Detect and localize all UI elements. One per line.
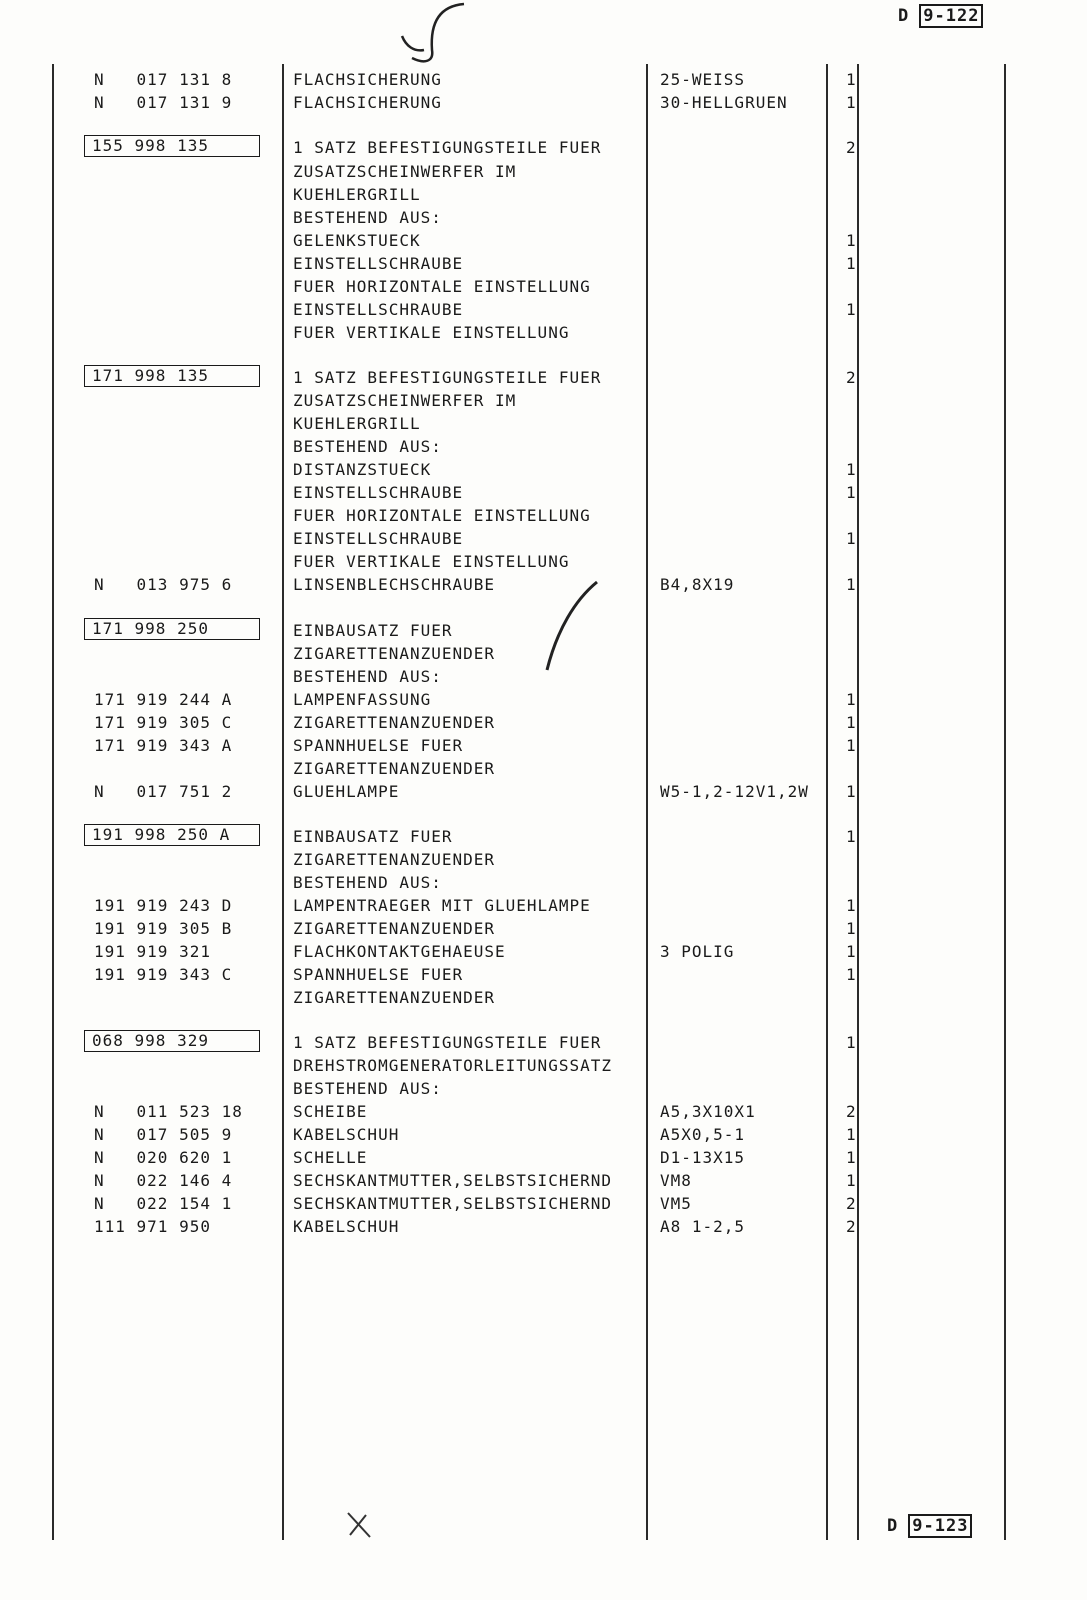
description: 1 SATZ BEFESTIGUNGSTEILE FUER xyxy=(293,1033,602,1052)
part-number: N 013 975 6 xyxy=(94,575,233,594)
quantity: 1 xyxy=(846,827,857,846)
description: SECHSKANTMUTTER,SELBSTSICHERND xyxy=(293,1194,612,1213)
description: LAMPENTRAEGER MIT GLUEHLAMPE xyxy=(293,896,591,915)
table-row xyxy=(0,136,1087,159)
quantity: 1 xyxy=(846,690,857,709)
quantity: 1 xyxy=(846,1125,857,1144)
specification: W5-1,2-12V1,2W xyxy=(660,782,809,801)
quantity: 1 xyxy=(846,231,857,250)
table-row xyxy=(0,412,1087,435)
description: SECHSKANTMUTTER,SELBSTSICHERND xyxy=(293,1171,612,1190)
table-row xyxy=(0,780,1087,803)
description: FLACHKONTAKTGEHAEUSE xyxy=(293,942,506,961)
description: FUER VERTIKALE EINSTELLUNG xyxy=(293,552,570,571)
quantity: 1 xyxy=(846,93,857,112)
page-footer xyxy=(887,1516,972,1536)
part-number: N 022 146 4 xyxy=(94,1171,233,1190)
part-number-boxed: 068 998 329 xyxy=(84,1030,260,1052)
quantity: 2 xyxy=(846,138,857,157)
quantity: 1 xyxy=(846,1033,857,1052)
description: 1 SATZ BEFESTIGUNGSTEILE FUER xyxy=(293,368,602,387)
description: DREHSTROMGENERATORLEITUNGSSATZ xyxy=(293,1056,612,1075)
quantity: 1 xyxy=(846,483,857,502)
description: EINSTELLSCHRAUBE xyxy=(293,483,464,502)
quantity: 1 xyxy=(846,782,857,801)
table-row xyxy=(0,550,1087,573)
description: SPANNHUELSE FUER xyxy=(293,736,464,755)
description: KUEHLERGRILL xyxy=(293,185,421,204)
description: DISTANZSTUECK xyxy=(293,460,432,479)
part-number: 191 919 343 C xyxy=(94,965,233,984)
part-number: 171 919 343 A xyxy=(94,736,233,755)
description: EINBAUSATZ FUER xyxy=(293,621,453,640)
specification: A5X0,5-1 xyxy=(660,1125,746,1144)
header-page-code: 9-122 xyxy=(919,4,983,28)
quantity: 1 xyxy=(846,254,857,273)
part-number-boxed: 171 998 135 xyxy=(84,365,260,387)
description: SCHEIBE xyxy=(293,1102,368,1121)
table-row xyxy=(0,1100,1087,1123)
description: LINSENBLECHSCHRAUBE xyxy=(293,575,496,594)
part-number: N 017 131 9 xyxy=(94,93,233,112)
description: BESTEHEND AUS: xyxy=(293,1079,442,1098)
description: ZIGARETTENANZUENDER xyxy=(293,713,496,732)
description: FLACHSICHERUNG xyxy=(293,93,442,112)
table-row xyxy=(0,1123,1087,1146)
quantity: 1 xyxy=(846,896,857,915)
description: BESTEHEND AUS: xyxy=(293,437,442,456)
part-number: 191 919 243 D xyxy=(94,896,233,915)
table-row xyxy=(0,848,1087,871)
specification: VM5 xyxy=(660,1194,692,1213)
part-number-boxed: 191 998 250 A xyxy=(84,824,260,846)
page-header xyxy=(898,6,983,26)
table-row xyxy=(0,252,1087,275)
quantity: 1 xyxy=(846,300,857,319)
quantity: 1 xyxy=(846,942,857,961)
specification: A5,3X10X1 xyxy=(660,1102,756,1121)
specification: VM8 xyxy=(660,1171,692,1190)
table-row xyxy=(0,91,1087,114)
description: KABELSCHUH xyxy=(293,1217,400,1236)
table-row xyxy=(0,711,1087,734)
table-row xyxy=(0,183,1087,206)
description: ZUSATZSCHEINWERFER IM xyxy=(293,391,517,410)
table-row xyxy=(0,825,1087,848)
table-row xyxy=(0,229,1087,252)
table-row xyxy=(0,1169,1087,1192)
table-row xyxy=(0,940,1087,963)
description: ZIGARETTENANZUENDER xyxy=(293,759,496,778)
description: BESTEHEND AUS: xyxy=(293,873,442,892)
table-row xyxy=(0,68,1087,91)
table-row xyxy=(0,366,1087,389)
part-number: N 017 131 8 xyxy=(94,70,233,89)
table-row xyxy=(0,458,1087,481)
table-row xyxy=(0,435,1087,458)
table-row xyxy=(0,963,1087,986)
part-number: 191 919 321 xyxy=(94,942,211,961)
description: ZIGARETTENANZUENDER xyxy=(293,919,496,938)
description: FUER HORIZONTALE EINSTELLUNG xyxy=(293,277,591,296)
table-row xyxy=(0,1192,1087,1215)
table-row xyxy=(0,894,1087,917)
description: ZIGARETTENANZUENDER xyxy=(293,644,496,663)
description: ZUSATZSCHEINWERFER IM xyxy=(293,162,517,181)
table-row xyxy=(0,986,1087,1009)
table-row xyxy=(0,1031,1087,1054)
table-row xyxy=(0,917,1087,940)
table-row xyxy=(0,1146,1087,1169)
description: KABELSCHUH xyxy=(293,1125,400,1144)
table-row xyxy=(0,1077,1087,1100)
specification: 3 POLIG xyxy=(660,942,735,961)
description: 1 SATZ BEFESTIGUNGSTEILE FUER xyxy=(293,138,602,157)
description: GLUEHLAMPE xyxy=(293,782,400,801)
table-row xyxy=(0,1054,1087,1077)
quantity: 1 xyxy=(846,1148,857,1167)
part-number: 171 919 305 C xyxy=(94,713,233,732)
description: FUER HORIZONTALE EINSTELLUNG xyxy=(293,506,591,525)
description: ZIGARETTENANZUENDER xyxy=(293,850,496,869)
specification: D1-13X15 xyxy=(660,1148,746,1167)
quantity: 2 xyxy=(846,368,857,387)
table-row xyxy=(0,504,1087,527)
handwritten-mark-top xyxy=(380,0,470,70)
part-number: 171 919 244 A xyxy=(94,690,233,709)
table-row xyxy=(0,481,1087,504)
description: LAMPENFASSUNG xyxy=(293,690,432,709)
handwritten-mark-bottom xyxy=(340,1505,380,1545)
footer-prefix: D xyxy=(887,1516,899,1536)
table-row xyxy=(0,298,1087,321)
description: ZIGARETTENANZUENDER xyxy=(293,988,496,1007)
description: GELENKSTUECK xyxy=(293,231,421,250)
quantity: 1 xyxy=(846,70,857,89)
description: SCHELLE xyxy=(293,1148,368,1167)
description: SPANNHUELSE FUER xyxy=(293,965,464,984)
table-row xyxy=(0,757,1087,780)
specification: 30-HELLGRUEN xyxy=(660,93,788,112)
header-prefix: D xyxy=(898,6,910,26)
quantity: 1 xyxy=(846,529,857,548)
handwritten-stroke-middle xyxy=(535,578,605,678)
quantity: 1 xyxy=(846,965,857,984)
table-row xyxy=(0,527,1087,550)
quantity: 1 xyxy=(846,919,857,938)
quantity: 1 xyxy=(846,1171,857,1190)
description: BESTEHEND AUS: xyxy=(293,208,442,227)
specification: B4,8X19 xyxy=(660,575,735,594)
quantity: 2 xyxy=(846,1194,857,1213)
description: KUEHLERGRILL xyxy=(293,414,421,433)
part-number: N 011 523 18 xyxy=(94,1102,243,1121)
part-number: N 022 154 1 xyxy=(94,1194,233,1213)
part-number: 111 971 950 xyxy=(94,1217,211,1236)
table-row xyxy=(0,275,1087,298)
specification: A8 1-2,5 xyxy=(660,1217,746,1236)
specification: 25-WEISS xyxy=(660,70,746,89)
description: EINSTELLSCHRAUBE xyxy=(293,529,464,548)
part-number-boxed: 155 998 135 xyxy=(84,135,260,157)
quantity: 1 xyxy=(846,736,857,755)
description: FUER VERTIKALE EINSTELLUNG xyxy=(293,323,570,342)
part-number-boxed: 171 998 250 xyxy=(84,618,260,640)
description: FLACHSICHERUNG xyxy=(293,70,442,89)
table-row xyxy=(0,688,1087,711)
description: BESTEHEND AUS: xyxy=(293,667,442,686)
part-number: N 020 620 1 xyxy=(94,1148,233,1167)
description: EINSTELLSCHRAUBE xyxy=(293,300,464,319)
quantity: 2 xyxy=(846,1102,857,1121)
quantity: 1 xyxy=(846,460,857,479)
quantity: 2 xyxy=(846,1217,857,1236)
description: EINBAUSATZ FUER xyxy=(293,827,453,846)
footer-page-code: 9-123 xyxy=(908,1514,972,1538)
table-row xyxy=(0,734,1087,757)
part-number: N 017 505 9 xyxy=(94,1125,233,1144)
table-row xyxy=(0,871,1087,894)
part-number: 191 919 305 B xyxy=(94,919,233,938)
part-number: N 017 751 2 xyxy=(94,782,233,801)
quantity: 1 xyxy=(846,713,857,732)
table-row xyxy=(0,1215,1087,1238)
table-row xyxy=(0,389,1087,412)
quantity: 1 xyxy=(846,575,857,594)
table-row xyxy=(0,321,1087,344)
table-row xyxy=(0,206,1087,229)
description: EINSTELLSCHRAUBE xyxy=(293,254,464,273)
table-row xyxy=(0,160,1087,183)
